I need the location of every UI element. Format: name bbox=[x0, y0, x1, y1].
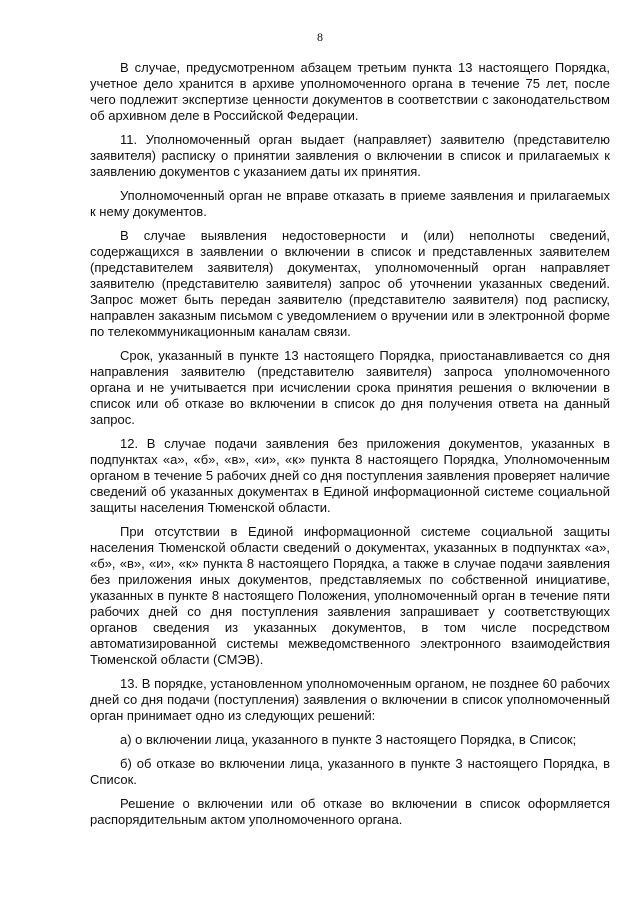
paragraph-term-suspension: Срок, указанный в пункте 13 настоящего Порядка, приостанавливается со дня направления заявителю (представителю заявителя) запроса уполномоченного органа и не учитывается при исчислении срока принятия решения о включении в список или об отказе во включении в список до дня получения ответа на данный запрос. bbox=[90, 348, 610, 427]
paragraph-11-receipt: 11. Уполномоченный орган выдает (направляет) заявителю (представителю заявителя) расписку о принятии заявления о включении в список и прилагаемых к заявлению документов с указанием даты их принятия. bbox=[90, 132, 610, 179]
paragraph-interagency-request: При отсутствии в Единой информационной системе социальной защиты населения Тюменской области сведений о документах, указанных в подпунктах «а», «б», «в», «и», «к» пункта 8 настоящего Порядка, а также в случае подачи заявления без приложения иных документов, представляемых по собственной инициативе, указанных в пункте 8 настоящего Положения, уполномоченный орган в течение пяти рабочих дней со дня поступления заявления запрашивает у соответствующих органов сведения из указанных документов, в том числе посредством автоматизированной системы межведомственного электронного взаимодействия Тюменской области (СМЭВ). bbox=[90, 524, 610, 667]
paragraph-no-refusal: Уполномоченный орган не вправе отказать в приеме заявления и прилагаемых к нему документов. bbox=[90, 188, 610, 219]
page-number: 8 bbox=[317, 30, 323, 44]
paragraph-clarification-request: В случае выявления недостоверности и (или) неполноты сведений, содержащихся в заявлении о включении в список и представленных заявителем (представителем заявителя) документах, уполномоченный орган направляет заявителю (представителю заявителя) запрос об уточнении указанных сведений. Запрос может быть передан заявителю (представителю заявителя) под расписку, направлен заказным письмом с уведомлением о вручении или в электронной форме по телекоммуникационным каналам связи. bbox=[90, 228, 610, 339]
paragraph-13-decision: 13. В порядке, установленном уполномоченным органом, не позднее 60 рабочих дней со дня подачи (поступления) заявления о включении в список уполномоченный орган принимает одно из следующих решений: bbox=[90, 676, 610, 723]
document-body bbox=[90, 60, 610, 836]
paragraph-decision-b: б) об отказе во включении лица, указанного в пункте 3 настоящего Порядка, в Список. bbox=[90, 756, 610, 787]
paragraph-archive-storage: В случае, предусмотренном абзацем третьим пункта 13 настоящего Порядка, учетное дело хранится в архиве уполномоченного органа в течение 75 лет, после чего подлежит экспертизе ценности документов в соответствии с законодательством об архивном деле в Российской Федерации. bbox=[90, 60, 610, 123]
paragraph-decision-a: а) о включении лица, указанного в пункте 3 настоящего Порядка, в Список; bbox=[120, 732, 577, 747]
paragraph-decision-act: Решение о включении или об отказе во включении в список оформляется распорядительным актом уполномоченного органа. bbox=[90, 796, 610, 827]
paragraph-12-check: 12. В случае подачи заявления без приложения документов, указанных в подпунктах «а», «б», «в», «и», «к» пункта 8 настоящего Порядка, Уполномоченным органом в течение 5 рабочих дней со дня поступления заявления проверяет наличие сведений об указанных документах в Единой информационной системе социальной защиты населения Тюменской области. bbox=[90, 436, 610, 515]
